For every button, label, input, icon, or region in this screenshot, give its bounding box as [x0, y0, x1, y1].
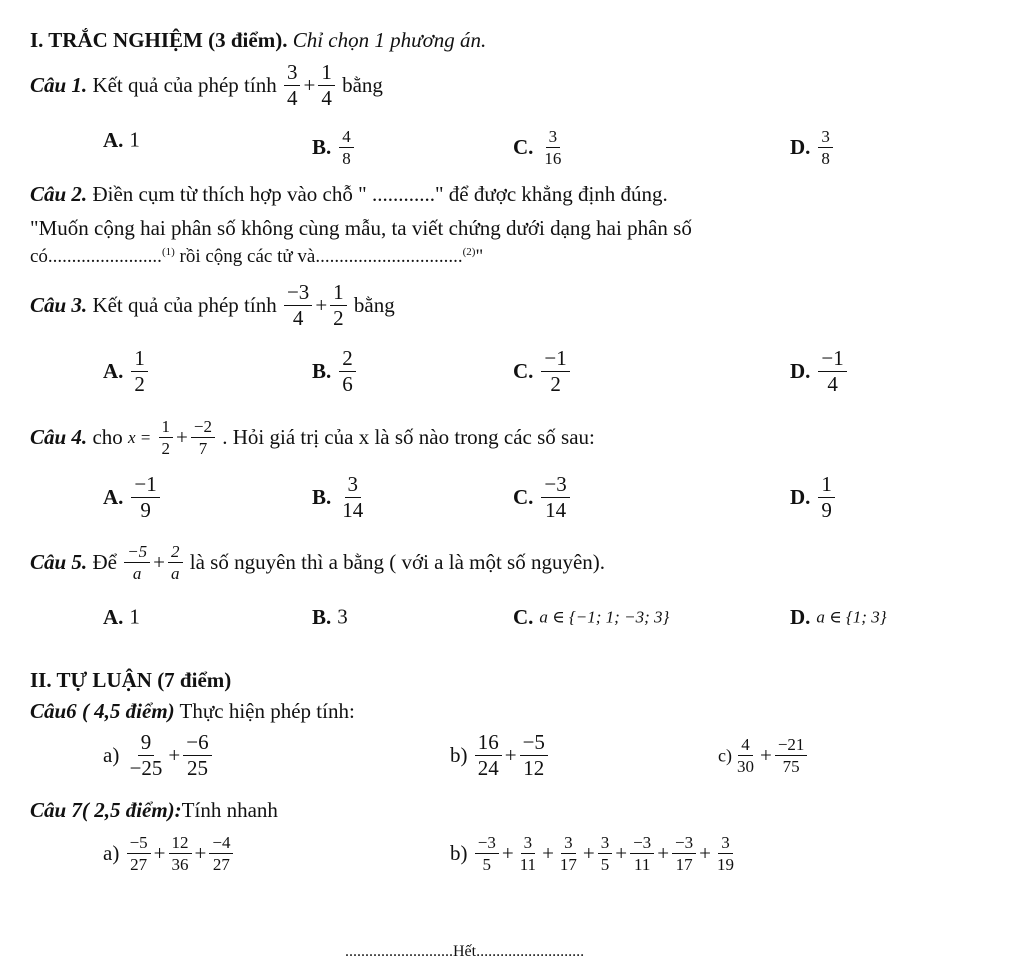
q6-label: Câu6	[30, 699, 77, 723]
q2-line2: "Muốn cộng hai phân số không cùng mẫu, ta viết chứng dưới dạng hai phân số	[30, 216, 692, 240]
q6-part-c: c) $\frac{4}{30}$ + $\frac{-21}{75}$	[718, 736, 809, 775]
q5-label: Câu 5.	[30, 550, 88, 574]
q3-after: bằng	[353, 293, 395, 317]
part1-heading-line	[30, 30, 486, 51]
q3-text: Kết quả của phép tính	[92, 293, 277, 317]
q1-option-b[interactable]: B. $\frac{4}{8}$	[312, 128, 356, 167]
q1-after: bằng	[342, 73, 383, 97]
q6-part-a: a) $\frac{9}{-25}$ + $\frac{-6}{25}$	[103, 732, 214, 779]
part1-note: Chỉ chọn 1 phương án.	[292, 28, 487, 52]
q5-after: là số nguyên thì a bằng ( với a là một số nguyên).	[189, 550, 606, 574]
q2-blank-2: rồi cộng các tử và...............................	[179, 246, 463, 267]
q4-option-c[interactable]: C. $\frac{-3}{14}$	[513, 474, 572, 521]
q5-option-b[interactable]: B. 3	[312, 604, 348, 629]
q4-expr-frac-2: $\frac{-2}{7}$	[191, 418, 215, 457]
q3-label: Câu 3.	[30, 293, 88, 317]
q2-mark-2: (2)	[462, 246, 476, 258]
q2-line3	[30, 247, 483, 266]
q5-option-d[interactable]: D. a ∈ {1; 3}	[790, 604, 887, 629]
q4-var: x =	[128, 428, 152, 447]
q5-expr-op: +	[153, 550, 166, 574]
q3-expr-frac-2: $\frac{1}{2}$	[330, 282, 347, 329]
q3-option-b[interactable]: B. $\frac{2}{6}$	[312, 348, 358, 395]
q3-option-c[interactable]: C. $\frac{-1}{2}$	[513, 348, 572, 395]
q4-option-d[interactable]: D. $\frac{1}{9}$	[790, 474, 837, 521]
q3-expr-frac-1: $\frac{-3}{4}$	[284, 282, 312, 329]
q1-question	[30, 62, 383, 109]
q3-option-a[interactable]: A. $\frac{1}{2}$	[103, 348, 150, 395]
q1-label: Câu 1.	[30, 73, 88, 97]
q5-option-c[interactable]: C. a ∈ {−1; 1; −3; 3}	[513, 604, 670, 629]
q5-text: Để	[92, 550, 117, 574]
q4-expr-frac-1: $\frac{1}{2}$	[159, 418, 174, 457]
q3-question	[30, 282, 395, 329]
q1-option-a[interactable]: A. 1	[103, 127, 140, 152]
q5-expr-frac-2: $\frac{2}{a}$	[168, 543, 183, 582]
q4-option-b[interactable]: B. $\frac{3}{14}$	[312, 472, 364, 522]
q1-option-c[interactable]: C. $\frac{3}{16}$	[513, 127, 562, 168]
q2-label: Câu 2.	[30, 182, 88, 206]
q5-question	[30, 543, 605, 582]
q4-option-a[interactable]: A. $\frac{-1}{9}$	[103, 474, 162, 521]
part2-heading: II. TỰ LUẬN (7 điểm)	[30, 668, 232, 692]
q1-expr-op: +	[303, 73, 316, 97]
q1-text: Kết quả của phép tính	[92, 73, 277, 97]
q2-mark-1: (1)	[161, 246, 175, 258]
q7-points: 2,5 điểm):	[88, 798, 182, 822]
q5-expr-frac-1: $\frac{-5}{a}$	[124, 543, 150, 582]
q7-question	[30, 800, 278, 821]
q4-text: cho	[92, 425, 123, 449]
q6-part-b: b) $\frac{16}{24}$ + $\frac{-5}{12}$	[450, 732, 550, 779]
q5-option-a[interactable]: A. 1	[103, 604, 140, 629]
footer-end: ...........................Hết...........................	[345, 943, 585, 960]
q7-part-b: b) $\frac{-3}{5}$ + $\frac{3}{11}$ + $\frac{3}{17}$ + $\frac{3}{5}$ + $\frac{-3}{11}$ + $\frac{-3}{17}$ + $\frac{3}{19}$	[450, 833, 734, 874]
q6-points: ( 4,5 điểm)	[81, 699, 175, 723]
q2-line1	[30, 184, 668, 205]
q1-expr-frac-2: $\frac{1}{4}$	[318, 62, 335, 109]
q2-blank-1: có........................	[30, 246, 162, 267]
q6-question	[30, 701, 355, 722]
q2-text-1: Điền cụm từ thích hợp vào chỗ " ............" để được khẳng định đúng.	[92, 182, 668, 206]
q7-text: Tính nhanh	[181, 798, 278, 822]
q6-text: Thực hiện phép tính:	[179, 699, 355, 723]
part1-heading: I. TRẮC NGHIỆM (3 điểm).	[30, 28, 288, 52]
q4-expr-op: +	[176, 425, 188, 449]
q7-part-a: a) $\frac{-5}{27}$ + $\frac{12}{36}$ + $\frac{-4}{27}$	[103, 834, 235, 873]
q1-option-d[interactable]: D. $\frac{3}{8}$	[790, 128, 835, 167]
q2-close-quote: "	[475, 246, 484, 267]
q3-expr-op: +	[315, 293, 328, 317]
q7-label: Câu 7(	[30, 798, 89, 822]
q3-option-d[interactable]: D. $\frac{-1}{4}$	[790, 348, 849, 395]
q4-question	[30, 418, 595, 457]
q4-label: Câu 4.	[30, 425, 88, 449]
q4-after: . Hỏi giá trị của x là số nào trong các số sau:	[222, 425, 595, 449]
q1-expr-frac-1: $\frac{3}{4}$	[284, 62, 301, 109]
